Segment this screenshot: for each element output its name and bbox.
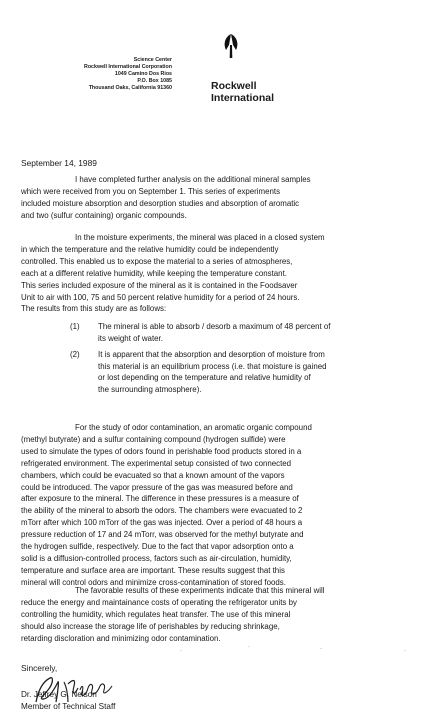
- signer-name: Dr. Jeffrey G. Nelson: [21, 690, 97, 699]
- paragraph-odor: [21, 422, 421, 589]
- text-line: controlled. This enabled us to expose the material to a series of atmospheres,: [21, 256, 293, 266]
- address-line: 1049 Camino Dos Rios: [114, 71, 172, 77]
- text-line: temperature and surface area are important. These results suggest that this: [21, 565, 285, 575]
- scan-speck: ·: [180, 648, 182, 654]
- list-item: [70, 349, 420, 395]
- text-line: controlling the humidity, which regulates heat transfer. The use of this mineral: [21, 609, 291, 619]
- text-line: this material is an equilibrium process (i.e. that moisture is gained: [98, 361, 327, 371]
- paragraph-moisture: [21, 232, 421, 315]
- text-line: the ability of the mineral to absorb the odors. The chambers were evacuated to 2: [21, 506, 303, 516]
- letter-date: September 14, 1989: [21, 158, 97, 168]
- list-item: [70, 321, 420, 344]
- scan-speck: ·: [320, 646, 322, 652]
- text-line: The results from this study are as follows:: [21, 304, 167, 314]
- text-line: the surrounding atmosphere).: [98, 384, 202, 394]
- text-line: could be introduced. The vapor pressure of the gas was measured before and: [21, 482, 293, 492]
- closing-salutation: Sincerely,: [21, 663, 58, 673]
- address-line: Science Center: [133, 57, 172, 63]
- text-line: (methyl butyrate) and a sulfur containing compound (hydrogen sulfide) were: [21, 434, 286, 444]
- paragraph-conclusion: [21, 585, 421, 645]
- company-name: [211, 81, 274, 104]
- text-line: retarding discloration and minimizing odor contamination.: [21, 633, 221, 643]
- signer-block: [21, 689, 115, 712]
- text-line: chambers, which could be evacuated so that a known amount of the vapors: [21, 470, 285, 480]
- text-line: solid is a diffusion-controlled process, factors such as air-circulation, humidity,: [21, 553, 292, 563]
- rockwell-logo-icon: [218, 33, 244, 59]
- address-line: P.O. Box 1085: [137, 78, 172, 84]
- text-line: which were received from you on September 1. This series of experiments: [21, 186, 281, 196]
- list-number: (1): [70, 322, 80, 331]
- text-line: mineral will control odors and minimize cross-contamination of stored foods.: [21, 577, 286, 587]
- text-line: or lost depending on the temperature and relative humidity of: [98, 373, 311, 382]
- text-line: the hydrogen sulfide, respectively. Due to the fact that vapor adsorption onto a: [21, 542, 294, 552]
- text-line: refrigerated environment. The experimental setup consisted of two connected: [21, 458, 292, 468]
- text-line: I have completed further analysis on the additional mineral samples: [75, 175, 311, 184]
- address-line: Rockwell International Corporation: [84, 64, 172, 70]
- text-line: pressure reduction of 17 and 24 mTorr, was observed for the methyl butyrate and: [21, 530, 304, 540]
- letterhead-address: [60, 57, 172, 92]
- text-line: and two (sulfur containing) organic compounds.: [21, 210, 187, 220]
- scan-speck: ·: [248, 644, 250, 650]
- paragraph-intro: [21, 174, 421, 222]
- text-line: reduce the energy and maintainance costs of operating the refrigerator units by: [21, 597, 297, 607]
- text-line: It is apparent that the absorption and desorption of moisture from: [98, 350, 325, 359]
- text-line: The mineral is able to absorb / desorb a maximum of 48 percent of: [98, 322, 331, 331]
- text-line: This series included exposure of the mineral as it is contained in the Foodsaver: [21, 280, 298, 290]
- text-line: Unit to air with 100, 75 and 50 percent relative humidity for a period of 24 hours.: [21, 292, 300, 302]
- text-line: in which the temperature and the relative humidity could be independently: [21, 244, 279, 254]
- text-line: included moisture absorption and desorption studies and absorption of aromatic: [21, 198, 300, 208]
- text-line: its weight of water.: [98, 333, 163, 343]
- company-name-line: International: [211, 91, 275, 104]
- text-line: used to simulate the types of odors found in perishable food products stored in a: [21, 446, 302, 456]
- text-line: In the moisture experiments, the mineral was placed in a closed system: [75, 233, 325, 242]
- text-line: The favorable results of these experiments indicate that this mineral will: [75, 586, 325, 595]
- text-line: after exposure to the mineral. The difference in these pressures is a measure of: [21, 494, 299, 504]
- text-line: each at a different relative humidity, while keeping the temperature constant.: [21, 268, 287, 278]
- scan-speck: ·: [404, 648, 406, 654]
- text-line: For the study of odor contamination, an aromatic organic compound: [75, 423, 312, 432]
- company-name-line: Rockwell: [211, 80, 257, 92]
- address-line: Thousand Oaks, California 91360: [88, 85, 172, 91]
- text-line: mTorr after which 100 mTorr of the gas was injected. Over a period of 48 hours a: [21, 518, 303, 528]
- results-list: [70, 321, 420, 400]
- list-number: (2): [70, 350, 80, 359]
- signer-title: Member of Technical Staff: [21, 701, 116, 711]
- text-line: should also increase the storage life of perishables by reducing shrinkage,: [21, 621, 280, 631]
